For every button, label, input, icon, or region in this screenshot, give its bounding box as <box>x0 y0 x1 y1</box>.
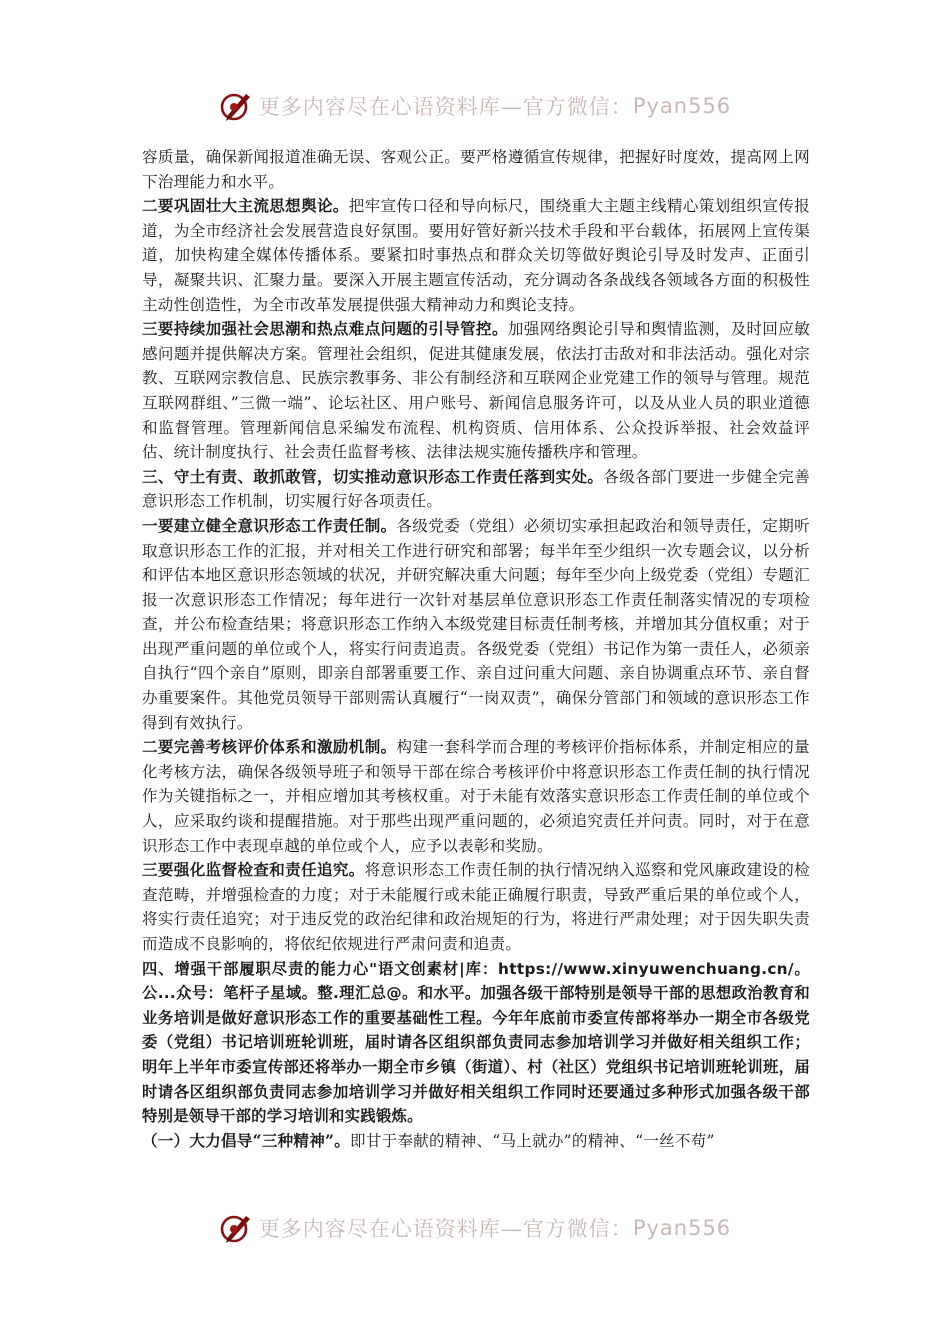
banner-text: 更多内容尽在心语资料库—官方微信： <box>258 1217 633 1241</box>
footer-watermark-banner <box>0 1206 950 1250</box>
subsection-heading: （一）大力倡导“三种精神”。 <box>142 1130 351 1150</box>
section-heading: 三、守土有责、敢抓敢管，切实推动意识形态工作责任落到实处。 <box>142 466 604 486</box>
paragraph-heading: 二要巩固壮大主流思想舆论。 <box>142 196 349 216</box>
paragraph: （一）大力倡导“三种精神”。即甘于奉献的精神、“马上就办”的精神、“一丝不苟” <box>142 1130 715 1150</box>
paragraph-heading: 三要持续加强社会思潮和热点难点问题的引导管控。 <box>142 319 508 339</box>
paragraph: 二要巩固壮大主流思想舆论。把牢宣传口径和导向标尺，围绕重大主题主线精心策划组织宣传报道，为全市经济社会发展营造良好氛围。要用好管好新兴技术手段和平台载体，拓展网上宣传渠道，加快构建全媒体传播体系。要紧扣时事热点和群众关切等做好舆论引导及时发声、正面引导，凝聚共识、汇聚力量。要深入开展主题宣传活动，充分调动各条战线各领域各方面的积极性主动性创造性，为全市改革发展提供强大精神动力和舆论支持。 <box>142 196 810 314</box>
paragraph: 三要持续加强社会思潮和热点难点问题的引导管控。加强网络舆论引导和舆情监测，及时回应敏感问题并提供解决方案。管理社会组织，促进其健康发展，依法打击敌对和非法活动。强化对宗教、互联网宗教信息、民族宗教事务、非公有制经济和互联网企业党建工作的领导与管理。规范互联网群组、”三微一端”、论坛社区、用户账号、新闻信息服务许可，以及从业人员的职业道德和监督管理。管理新闻信息采编发布流程、机构资质、信用体系、公众投诉举报、社会效益评估、统计制度执行、社会责任监督考核、法律法规实施传播秩序和管理。 <box>142 319 811 462</box>
paragraph-heading: 二要完善考核评价体系和激励机制。 <box>142 737 397 757</box>
pen-logo-icon <box>219 88 255 124</box>
paragraph: 三要强化监督检查和责任追究。将意识形态工作责任制的执行情况纳入巡察和党风廉政建设的检查范畴，并增强检查的力度；对于未能履行或未能正确履行职责，导致严重后果的单位或个人，将实行责任追究；对于违反党的政治纪律和政治规矩的行为，将进行严肃处理；对于因失职失责而造成不良影响的，将依纪依规进行严肃问责和追责。 <box>142 860 810 953</box>
paragraph: 一要建立健全意识形态工作责任制。各级党委（党组）必须切实承担起政治和领导责任，定期听取意识形态工作的汇报，并对相关工作进行研究和部署；每半年至少组织一次专题会议，以分析和评估本地区意识形态领域的状况，并研究解决重大问题；每年至少向上级党委（党组）专题汇报一次意识形态工作情况；每年进行一次针对基层单位意识形态工作责任制落实情况的专项检查，并公布检查结果；将意识形态工作纳入本级党建目标责任制考核，并增加其分值权重；对于出现严重问题的单位或个人，将实行问责追责。各级党委（党组）书记作为第一责任人，必须亲自执行“四个亲自”原则，即亲自部署重要工作、亲自过问重大问题、亲自协调重点环节、亲自督办重要案件。其他党员领导干部则需认真履行“一岗双责”，确保分管部门和领域的意识形态工作得到有效执行。 <box>142 515 810 732</box>
pen-logo-icon <box>219 1210 255 1246</box>
document-body <box>142 145 810 1153</box>
paragraph: 三、守土有责、敢抓敢管，切实推动意识形态工作责任落到实处。各级各部门要进一步健全完善意识形态工作机制，切实履行好各项责任。 <box>142 466 810 511</box>
paragraph: 四、增强干部履职尽责的能力心"语文创素材|库：https://www.xinyuwenchuang.cn/。公...众号：笔杆子星域。整.理汇总@。和水平。加强各级干部特别是领导干部的思想政治教育和业务培训是做好意识形态工作的重要基础性工程。今年年底前市委宣传部将举办一期全市各级党委（党组）书记培训班轮训班，届时请各区组织部负责同志参加培训学习并做好相关组织工作；明年上半年市委宣传部还将举办一期全市乡镇（街道）、村（社区）党组织书记培训班轮训班，届时请各区组织部负责同志参加培训学习并做好相关组织工作同时还要通过多种形式加强各级干部特别是领导干部的学习培训和实践锻炼。 <box>142 959 810 1126</box>
wechat-id: Pyan556 <box>632 94 732 118</box>
wechat-id: Pyan556 <box>632 1216 732 1240</box>
paragraph-heading: 三要强化监督检查和责任追究。 <box>142 860 365 880</box>
paragraph-heading: 一要建立健全意识形态工作责任制。 <box>142 515 397 535</box>
header-watermark-banner <box>0 84 950 128</box>
paragraph: 二要完善考核评价体系和激励机制。构建一套科学而合理的考核评价指标体系，并制定相应的量化考核方法，确保各级领导班子和领导干部在综合考核评价中将意识形态工作责任制的执行情况作为关键指标之一，并相应增加其考核权重。对于未能有效落实意识形态工作责任制的单位或个人，应采取约谈和提醒措施。对于那些出现严重问题的，必须追究责任并问责。同时，对于在意识形态工作中表现卓越的单位或个人，应予以表彰和奖励。 <box>142 737 810 855</box>
banner-text: 更多内容尽在心语资料库—官方微信： <box>258 95 633 119</box>
section-heading: 四、增强干部履职尽责的能力心"语文创素材|库：https://www.xinyuwenchuang.cn/。公...众号：笔杆子星域。整.理汇总@。和水平。 <box>142 959 810 1003</box>
paragraph: 容质量，确保新闻报道准确无误、客观公正。要严格遵循宣传规律，把握好时度效，提高网上网下治理能力和水平。 <box>142 148 810 191</box>
